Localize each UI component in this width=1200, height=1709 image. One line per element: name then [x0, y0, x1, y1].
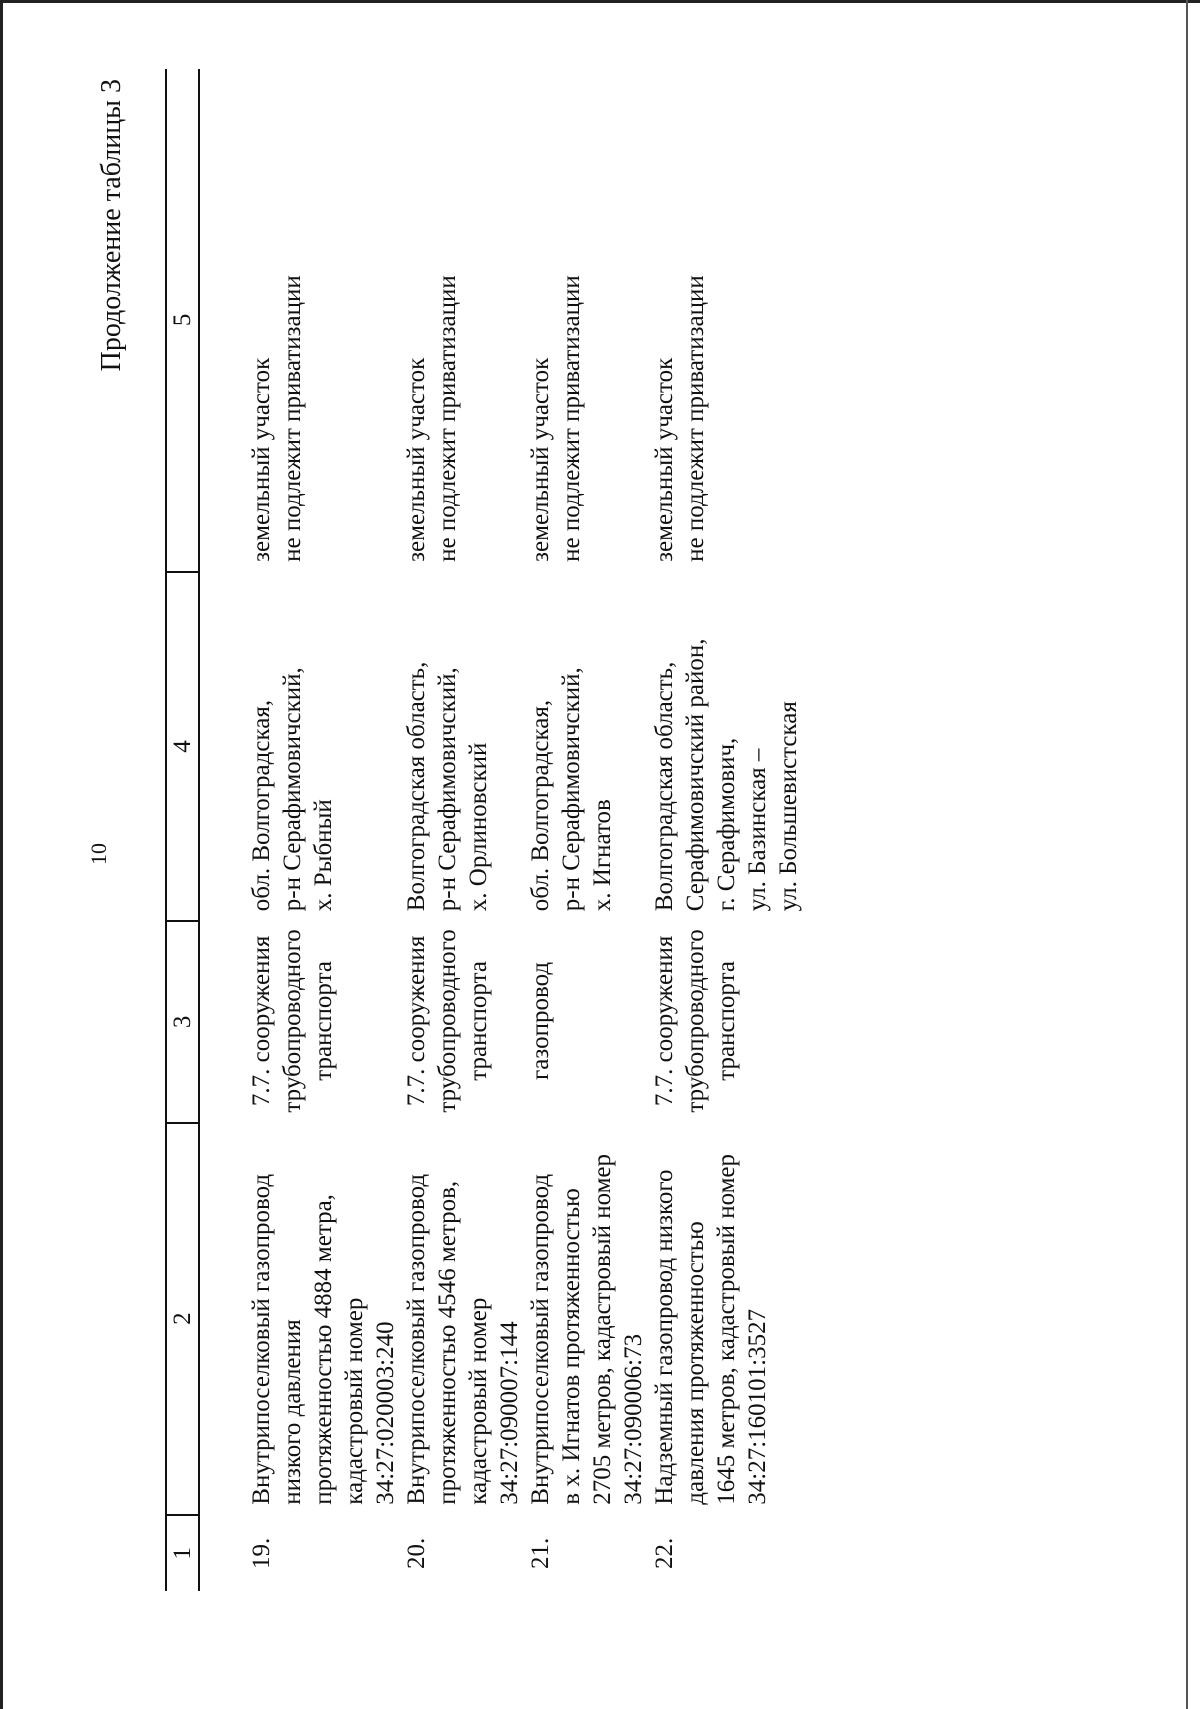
address-line: Волгоградская область,	[403, 661, 430, 912]
note-line: не подлежит приватизации	[558, 275, 585, 562]
col-header-5: 5	[166, 69, 199, 572]
table-body	[199, 69, 804, 1591]
object-kind-line: трубопроводного	[434, 929, 461, 1113]
row-number: 21.	[527, 1537, 554, 1569]
address-line: г. Серафимович,	[713, 737, 740, 912]
note-line: не подлежит приватизации	[279, 275, 306, 562]
cell-row-number	[525, 1515, 649, 1591]
object-name-line: 2705 метров, кадастровый номер	[589, 1153, 616, 1505]
object-name-line: протяженностью 4884 метра,	[310, 1194, 337, 1505]
object-name-line: низкого давления	[279, 1319, 306, 1505]
object-name-line: Внутрипоселковый газопровод	[527, 1173, 554, 1505]
cell-row-number	[401, 1515, 525, 1591]
address-line: обл. Волгоградская,	[248, 699, 275, 912]
cell-object-name	[649, 1123, 804, 1515]
address-line: р-н Серафимовичский,	[558, 667, 585, 912]
address-line: ул. Базинская –	[744, 748, 771, 912]
col-header-3: 3	[166, 921, 199, 1122]
object-kind-line: 7.7. сооружения	[403, 935, 430, 1107]
object-name-line: в х. Игнатов протяженностью	[558, 1188, 585, 1505]
table-row	[525, 69, 649, 1591]
note-line: не подлежит приватизации	[434, 275, 461, 562]
address-line: х. Орлиновский	[465, 742, 492, 912]
object-name-line: кадастровый номер	[341, 1297, 368, 1505]
cell-row-number	[199, 1515, 401, 1591]
object-kind-line: 7.7. сооружения	[248, 935, 275, 1107]
table-continuation-title: Продолжение таблицы 3	[96, 79, 127, 372]
table-row	[199, 69, 401, 1591]
col-header-2: 2	[166, 1123, 199, 1515]
object-name-line: 1645 метров, кадастровый номер	[713, 1153, 740, 1505]
row-number: 20.	[403, 1537, 430, 1569]
cell-note	[401, 69, 525, 572]
object-name-line: протяженностью 4546 метров,	[434, 1180, 461, 1505]
object-kind-line: газопровод	[527, 961, 554, 1080]
cell-note	[525, 69, 649, 572]
col-header-4: 4	[166, 572, 199, 921]
object-name-line: давления протяженностью	[682, 1221, 709, 1505]
cell-row-number	[649, 1515, 804, 1591]
page-number: 10	[86, 843, 111, 865]
object-name-line: кадастровый номер	[465, 1297, 492, 1505]
address-line: х. Игнатов	[589, 799, 616, 912]
object-kind-line: трубопроводного	[279, 929, 306, 1113]
address-line: обл. Волгоградская,	[527, 699, 554, 912]
address-line: р-н Серафимовичский,	[434, 667, 461, 912]
col-header-1: 1	[166, 1515, 199, 1591]
object-kind-line: трубопроводного	[682, 929, 709, 1113]
object-name-line: Внутрипоселковый газопровод	[403, 1173, 430, 1505]
row-number: 19.	[248, 1537, 275, 1569]
address-line: Волгоградская область,	[651, 661, 678, 912]
cell-address	[401, 572, 525, 921]
note-line: земельный участок	[248, 357, 275, 562]
address-line: ул. Большевистская	[775, 701, 802, 912]
object-kind-line: транспорта	[465, 961, 492, 1081]
object-kind-line: транспорта	[310, 961, 337, 1081]
address-line: Серафимовичский район,	[682, 638, 709, 912]
object-name-line: Внутрипоселковый газопровод	[248, 1173, 275, 1505]
address-line: х. Рыбный	[310, 799, 337, 912]
cell-address	[199, 572, 401, 921]
address-line: р-н Серафимовичский,	[279, 667, 306, 912]
cell-address	[525, 572, 649, 921]
note-line: земельный участок	[403, 357, 430, 562]
cell-note	[199, 69, 401, 572]
cell-object-name	[199, 1123, 401, 1515]
note-line: земельный участок	[651, 357, 678, 562]
cell-object-name	[525, 1123, 649, 1515]
cell-address	[649, 572, 804, 921]
note-line: земельный участок	[527, 357, 554, 562]
cell-object-kind	[525, 921, 649, 1122]
row-number: 22.	[651, 1537, 678, 1569]
land-plots-table	[165, 69, 804, 1591]
table-row	[649, 69, 804, 1591]
object-kind-line: 7.7. сооружения	[651, 935, 678, 1107]
object-name-line: 34:27:020003:240	[372, 1321, 399, 1505]
object-name-line: 34:27:090007:144	[496, 1321, 523, 1505]
cell-object-kind	[401, 921, 525, 1122]
cell-note	[649, 69, 804, 572]
cell-object-kind	[199, 921, 401, 1122]
cell-object-kind	[649, 921, 804, 1122]
table-header-row	[166, 69, 199, 1591]
object-name-line: 34:27:160101:3527	[744, 1308, 771, 1505]
table-row	[401, 69, 525, 1591]
note-line: не подлежит приватизации	[682, 275, 709, 562]
object-name-line: Надземный газопровод низкого	[651, 1169, 678, 1505]
cell-object-name	[401, 1123, 525, 1515]
object-kind-line: транспорта	[713, 961, 740, 1081]
object-name-line: 34:27:090006:73	[620, 1333, 647, 1505]
